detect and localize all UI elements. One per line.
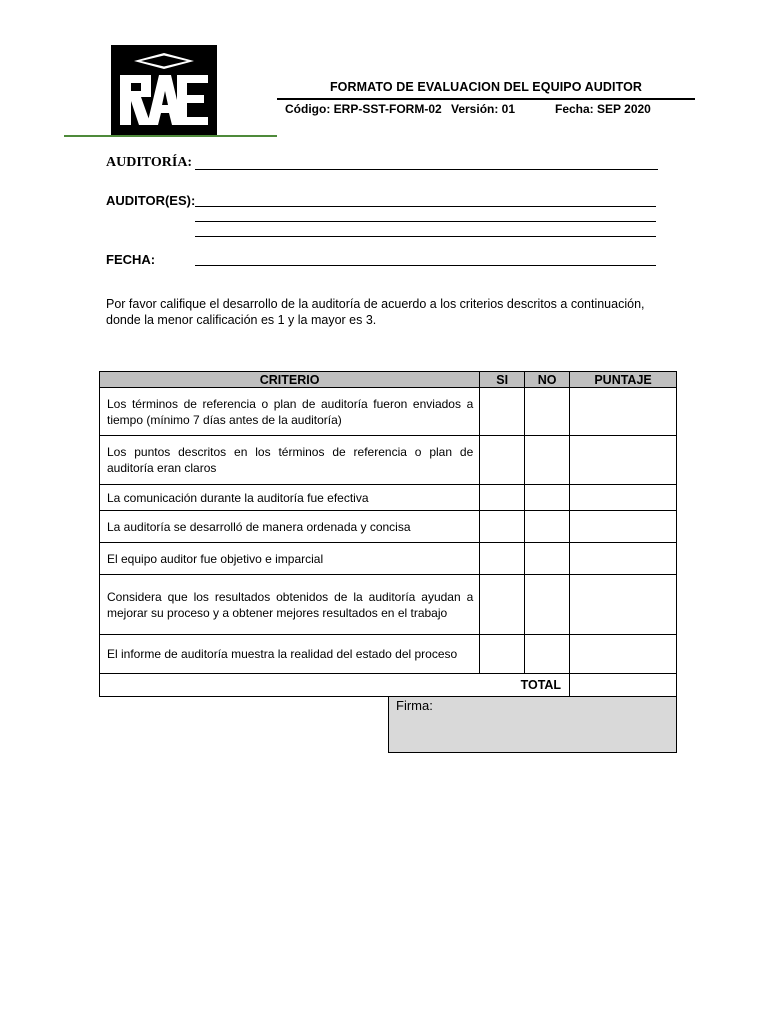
table-row — [100, 485, 677, 511]
si-cell[interactable] — [480, 485, 525, 511]
no-cell[interactable] — [525, 635, 570, 674]
si-header: SI — [480, 372, 525, 388]
criterion-text: Considera que los resultados obtenidos de la auditoría ayudan a mejorar su proceso y a obtener mejores resultados en el trabajo — [100, 575, 480, 635]
auditores-field-line-2[interactable] — [195, 221, 656, 222]
total-value-cell[interactable] — [570, 674, 677, 697]
company-logo — [111, 45, 217, 136]
auditores-label: AUDITOR(ES): — [106, 193, 196, 208]
criteria-table — [99, 371, 677, 697]
total-row — [100, 674, 677, 697]
table-header-row — [100, 372, 677, 388]
table-row — [100, 543, 677, 575]
table-row — [100, 511, 677, 543]
puntaje-cell[interactable] — [570, 543, 677, 575]
si-cell[interactable] — [480, 543, 525, 575]
puntaje-cell[interactable] — [570, 635, 677, 674]
criterion-text: La comunicación durante la auditoría fue efectiva — [100, 485, 480, 511]
puntaje-cell[interactable] — [570, 575, 677, 635]
no-cell[interactable] — [525, 485, 570, 511]
no-cell[interactable] — [525, 543, 570, 575]
auditoria-label: AUDITORÍA: — [106, 155, 193, 170]
criterio-header: CRITERIO — [100, 372, 480, 388]
criterion-text: Los puntos descritos en los términos de referencia o plan de auditoría eran claros — [100, 436, 480, 485]
fecha-label: FECHA: — [106, 252, 156, 267]
auditores-field-line-3[interactable] — [195, 236, 656, 237]
auditores-field-line-1[interactable] — [195, 206, 656, 207]
puntaje-cell[interactable] — [570, 511, 677, 543]
auditoria-field[interactable] — [195, 169, 658, 170]
puntaje-cell[interactable] — [570, 485, 677, 511]
table-row — [100, 388, 677, 436]
puntaje-cell[interactable] — [570, 388, 677, 436]
header-divider — [277, 98, 695, 100]
table-row — [100, 575, 677, 635]
table-row — [100, 635, 677, 674]
document-date: Fecha: SEP 2020 — [555, 102, 651, 116]
no-cell[interactable] — [525, 511, 570, 543]
no-cell[interactable] — [525, 388, 570, 436]
si-cell[interactable] — [480, 388, 525, 436]
si-cell[interactable] — [480, 575, 525, 635]
total-label: TOTAL — [100, 674, 570, 697]
table-row — [100, 436, 677, 485]
si-cell[interactable] — [480, 635, 525, 674]
puntaje-cell[interactable] — [570, 436, 677, 485]
document-code: Código: ERP-SST-FORM-02 — [285, 102, 442, 116]
criterion-text: El equipo auditor fue objetivo e imparcial — [100, 543, 480, 575]
document-title: FORMATO DE EVALUACION DEL EQUIPO AUDITOR — [329, 80, 643, 94]
no-header: NO — [525, 372, 570, 388]
document-version: Versión: 01 — [451, 102, 516, 116]
criterion-text: El informe de auditoría muestra la realidad del estado del proceso — [100, 635, 480, 674]
signature-box[interactable] — [388, 697, 677, 753]
criterion-text: La auditoría se desarrolló de manera ordenada y concisa — [100, 511, 480, 543]
signature-label: Firma: — [396, 698, 433, 713]
si-cell[interactable] — [480, 436, 525, 485]
fecha-field[interactable] — [195, 265, 656, 266]
criterion-text: Los términos de referencia o plan de auditoría fueron enviados a tiempo (mínimo 7 días antes de la auditoría) — [100, 388, 480, 436]
puntaje-header: PUNTAJE — [570, 372, 677, 388]
logo-mark-icon — [111, 45, 217, 136]
instructions-text: Por favor califique el desarrollo de la auditoría de acuerdo a los criterios descritos a continuación, donde la menor calificación es 1 y la mayor es 3. — [106, 297, 645, 327]
logo-underline — [64, 135, 277, 137]
no-cell[interactable] — [525, 436, 570, 485]
no-cell[interactable] — [525, 575, 570, 635]
si-cell[interactable] — [480, 511, 525, 543]
